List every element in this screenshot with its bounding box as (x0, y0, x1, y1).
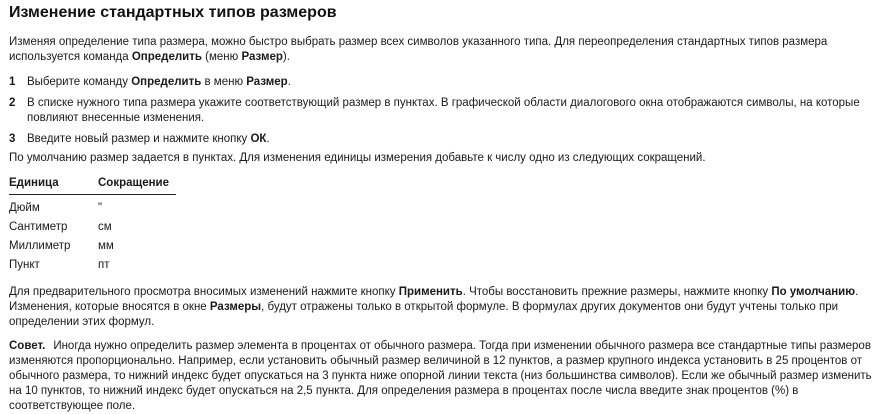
tip-text: Иногда нужно определить размер элемента в процентах от обычного размера. Тогда при изменении обычного размера все стандартные типы размеров изменяются пропорционально. Например, если установить обычный размер величиной в 12 пунктов, а размер крупного индекса установить в 25 процентов от обычного размера, то нижний индекс будет опускаться на 3 пункта ниже опорной линии текста (низ большинства символов). Если же обычный размер изменить на 10 пунктов, то нижний индекс будет опускаться на 2,5 пункта. Для определения размера в процентах после числа введите знак процентов (%) в соответствующее поле. (9, 340, 872, 412)
unit-cell: Дюйм (9, 202, 40, 214)
column-header-unit: Единица (9, 176, 98, 195)
apply-button-name: Применить (398, 286, 463, 298)
tip-label: Совет. (9, 340, 46, 352)
preview-text: Для предварительного просмотра вносимых изменений нажмите кнопку (9, 286, 399, 298)
step-text: В списке нужного типа размера укажите соответствующий размер в пунктах. В графической области диалогового окна отображаются символы, на которые повлияют внесенные изменения. (27, 97, 860, 124)
intro-text: (меню (201, 51, 242, 63)
abbreviation-cell: пт (98, 259, 110, 271)
step-text (27, 75, 874, 90)
abbreviation-cell: " (98, 202, 103, 214)
unit-cell: Сантиметр (9, 221, 68, 233)
table-header-row (9, 176, 176, 195)
command-name: Определить (131, 76, 202, 88)
table-row (9, 195, 176, 217)
units-table (9, 176, 176, 273)
unit-cell: Пункт (9, 259, 40, 271)
step-text-part: в меню (201, 76, 247, 88)
default-button-name: По умолчанию (771, 286, 856, 298)
preview-paragraph (9, 285, 874, 330)
intro-command-name: Определить (131, 51, 202, 63)
step-1 (9, 75, 874, 90)
step-3 (9, 132, 874, 147)
step-number: 1 (9, 76, 16, 88)
unit-cell: Миллиметр (9, 240, 71, 252)
step-text-part: Выберите команду (27, 76, 132, 88)
button-name: ОК (250, 133, 267, 145)
intro-paragraph (9, 35, 859, 65)
table-row (9, 216, 176, 235)
abbreviation-cell: см (98, 221, 112, 233)
preview-text: . Чтобы восстановить прежние размеры, нажмите кнопку (462, 286, 772, 298)
step-text-part: Введите новый размер и нажмите кнопку (27, 133, 251, 145)
step-text-part: . (287, 76, 291, 88)
intro-menu-name: Размер (241, 51, 283, 63)
intro-text: ). (282, 51, 290, 63)
page-title: Изменение стандартных типов размеров (9, 4, 337, 21)
step-2 (9, 96, 874, 126)
abbreviation-cell: мм (98, 240, 114, 252)
menu-name: Размер (246, 76, 288, 88)
preview-text: . Изменения, которые вносятся в окне (9, 286, 859, 313)
column-header-abbreviation: Сокращение (98, 176, 176, 195)
sizes-window-name: Размеры (209, 301, 262, 313)
step-number: 2 (9, 97, 16, 109)
table-row (9, 235, 176, 254)
intro-text: Изменяя определение типа размера, можно быстро выбрать размер всех символов указанного типа. Для переопределения стандартных типов размера используется команда (9, 36, 828, 63)
step-text (27, 132, 874, 147)
units-intro: По умолчанию размер задается в пунктах. Для изменения единицы измерения добавьте к числу одно из следующих сокращений. (9, 152, 706, 164)
step-number: 3 (9, 133, 16, 145)
tip-paragraph (9, 339, 874, 414)
step-text-part: . (266, 133, 270, 145)
preview-text: , будут отражены только в открытой формуле. В формулах других документов они будут учтены только при определении этих формул. (9, 301, 839, 328)
table-row (9, 254, 176, 273)
